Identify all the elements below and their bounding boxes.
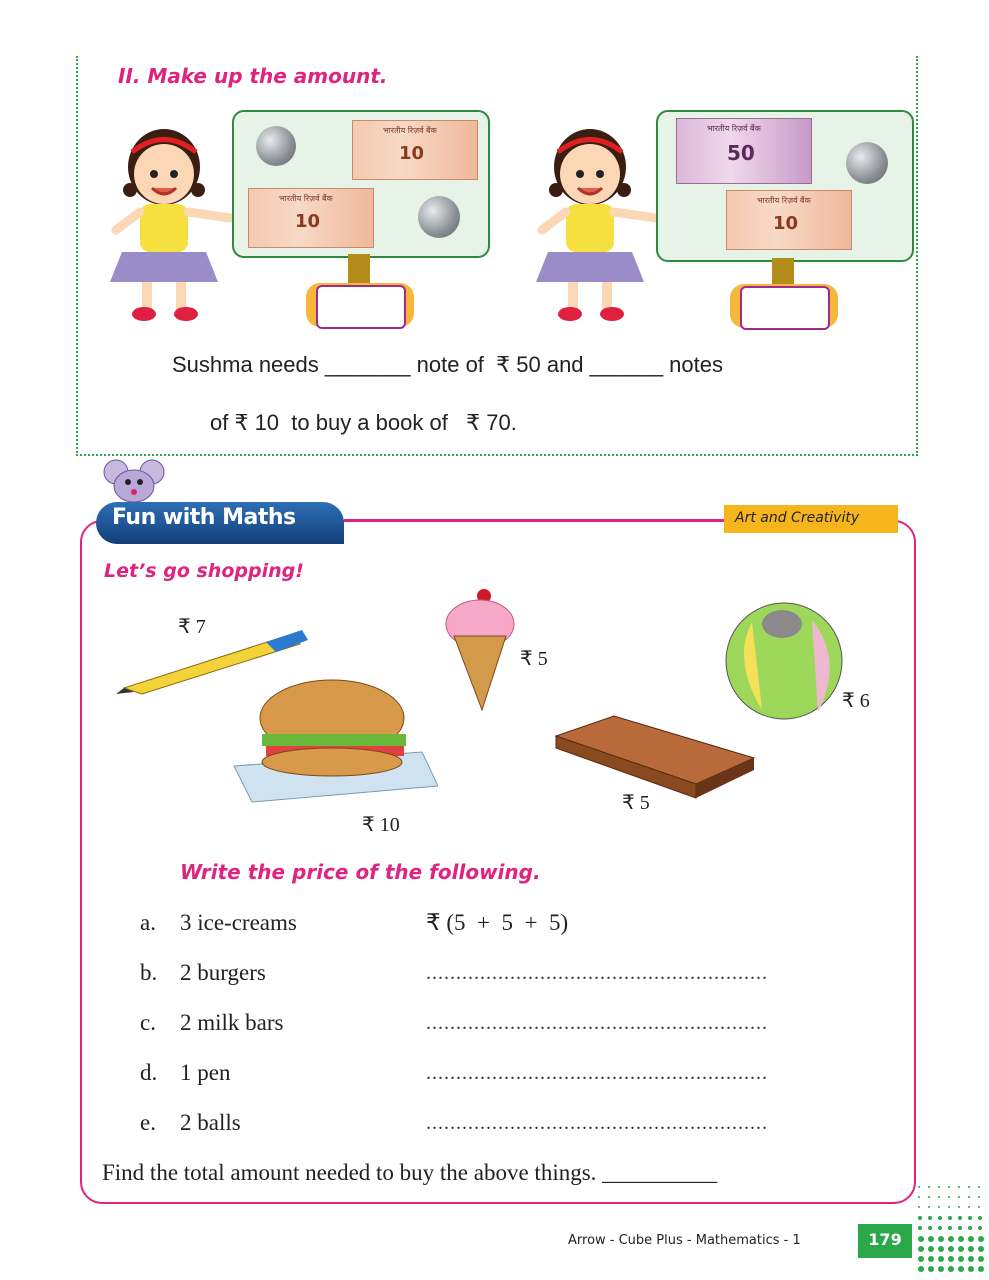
burger-price: ₹ 10 bbox=[362, 814, 400, 836]
burger-icon bbox=[232, 676, 438, 808]
dot bbox=[918, 1256, 924, 1262]
answer-line[interactable]: ......................................................... bbox=[426, 1112, 768, 1134]
dot bbox=[958, 1226, 962, 1230]
tab-label: Fun with Maths bbox=[112, 505, 296, 530]
dot bbox=[948, 1226, 952, 1230]
answer-box-1[interactable] bbox=[316, 285, 406, 329]
item-label: 3 ice-creams bbox=[180, 910, 297, 935]
answer-line[interactable]: ......................................................... bbox=[426, 1012, 768, 1034]
answer-line[interactable]: ......................................................... bbox=[426, 962, 768, 984]
dot bbox=[948, 1196, 950, 1198]
chocolate-bar-icon bbox=[552, 714, 758, 800]
chocolate-price: ₹ 5 bbox=[622, 792, 650, 814]
ten-rupee-note: भारतीय रिज़र्व बैंक 10 bbox=[352, 120, 478, 180]
ball-price: ₹ 6 bbox=[842, 690, 870, 712]
board-post bbox=[772, 258, 794, 286]
item-letter: b. bbox=[140, 960, 158, 985]
dot bbox=[918, 1226, 922, 1230]
dot bbox=[968, 1256, 974, 1262]
dot bbox=[968, 1206, 970, 1208]
item-letter: e. bbox=[140, 1110, 156, 1135]
dot bbox=[958, 1246, 964, 1252]
dot bbox=[978, 1206, 980, 1208]
girl-illustration bbox=[102, 112, 242, 330]
dot bbox=[948, 1206, 950, 1208]
tag-label: Art and Creativity bbox=[735, 510, 860, 526]
write-price-heading: Write the price of the following. bbox=[180, 860, 541, 884]
dot bbox=[928, 1196, 930, 1198]
dot bbox=[978, 1256, 984, 1262]
coin-icon bbox=[256, 126, 296, 166]
coin-icon bbox=[418, 196, 460, 238]
dot bbox=[918, 1206, 920, 1208]
dot bbox=[958, 1216, 962, 1220]
answer-line[interactable]: ......................................................... bbox=[426, 1062, 768, 1084]
icecream-price: ₹ 5 bbox=[520, 648, 548, 670]
dot bbox=[958, 1266, 964, 1272]
dot bbox=[968, 1216, 972, 1220]
dot bbox=[918, 1186, 920, 1188]
dot bbox=[978, 1196, 980, 1198]
dot bbox=[948, 1236, 954, 1242]
dot bbox=[928, 1246, 934, 1252]
dot bbox=[968, 1236, 974, 1242]
dot bbox=[928, 1226, 932, 1230]
tab-rule bbox=[344, 519, 724, 521]
dot bbox=[948, 1186, 950, 1188]
board-post bbox=[348, 254, 370, 284]
dot bbox=[978, 1236, 984, 1242]
dot bbox=[968, 1196, 970, 1198]
ten-rupee-note: भारतीय रिज़र्व बैंक 10 bbox=[726, 190, 852, 250]
shopping-heading: Let’s go shopping! bbox=[104, 560, 304, 582]
dot bbox=[948, 1246, 954, 1252]
item-label: 1 pen bbox=[180, 1060, 231, 1085]
dot bbox=[948, 1266, 954, 1272]
dot bbox=[978, 1266, 984, 1272]
dot bbox=[968, 1226, 972, 1230]
dot bbox=[928, 1186, 930, 1188]
dot bbox=[928, 1236, 934, 1242]
item-letter: c. bbox=[140, 1010, 156, 1035]
page-number: 179 bbox=[868, 1230, 902, 1249]
dot bbox=[968, 1186, 970, 1188]
dot bbox=[978, 1216, 982, 1220]
dot bbox=[958, 1206, 960, 1208]
ten-rupee-note: भारतीय रिज़र्व बैंक 10 bbox=[248, 188, 374, 248]
dot bbox=[978, 1186, 980, 1188]
book-title: Arrow - Cube Plus - Mathematics - 1 bbox=[568, 1233, 801, 1248]
item-letter: a. bbox=[140, 910, 156, 935]
dot bbox=[958, 1256, 964, 1262]
dot bbox=[928, 1206, 930, 1208]
girl-illustration bbox=[528, 112, 668, 330]
pen-price: ₹ 7 bbox=[178, 616, 206, 638]
answer-box-2[interactable] bbox=[740, 286, 830, 330]
dot bbox=[928, 1216, 932, 1220]
dot bbox=[938, 1186, 940, 1188]
dot bbox=[928, 1256, 934, 1262]
dot bbox=[918, 1216, 922, 1220]
dot bbox=[918, 1196, 920, 1198]
icecream-icon bbox=[440, 582, 520, 714]
fifty-rupee-note: भारतीय रिज़र्व बैंक 50 bbox=[676, 118, 812, 184]
dot bbox=[968, 1266, 974, 1272]
dot bbox=[978, 1246, 984, 1252]
ball-icon bbox=[722, 600, 846, 722]
dot bbox=[938, 1216, 942, 1220]
item-label: 2 burgers bbox=[180, 960, 266, 985]
dot bbox=[938, 1266, 944, 1272]
dot bbox=[958, 1186, 960, 1188]
sentence-line-1: Sushma needs _______ note of ₹ 50 and ______ notes bbox=[172, 352, 723, 377]
sentence-line-2: of ₹ 10 to buy a book of ₹ 70. bbox=[210, 410, 517, 435]
decorative-dots bbox=[918, 1186, 988, 1278]
dot bbox=[938, 1206, 940, 1208]
dot bbox=[938, 1246, 944, 1252]
dot bbox=[938, 1256, 944, 1262]
dot bbox=[948, 1216, 952, 1220]
item-letter: d. bbox=[140, 1060, 158, 1085]
dot bbox=[948, 1256, 954, 1262]
item-answer: ₹ (5 + 5 + 5) bbox=[426, 910, 569, 935]
dot bbox=[938, 1236, 944, 1242]
item-label: 2 balls bbox=[180, 1110, 241, 1135]
dot bbox=[938, 1196, 940, 1198]
dot bbox=[918, 1236, 924, 1242]
dot bbox=[958, 1236, 964, 1242]
dot bbox=[928, 1266, 934, 1272]
dot bbox=[918, 1266, 924, 1272]
dot bbox=[938, 1226, 942, 1230]
coin-icon bbox=[846, 142, 888, 184]
dot bbox=[958, 1196, 960, 1198]
item-label: 2 milk bars bbox=[180, 1010, 284, 1035]
section-heading: II. Make up the amount. bbox=[118, 64, 388, 88]
dot bbox=[918, 1246, 924, 1252]
mouse-icon bbox=[100, 458, 170, 504]
dot bbox=[968, 1246, 974, 1252]
dot bbox=[978, 1226, 982, 1230]
total-question: Find the total amount needed to buy the above things. __________ bbox=[102, 1160, 718, 1185]
